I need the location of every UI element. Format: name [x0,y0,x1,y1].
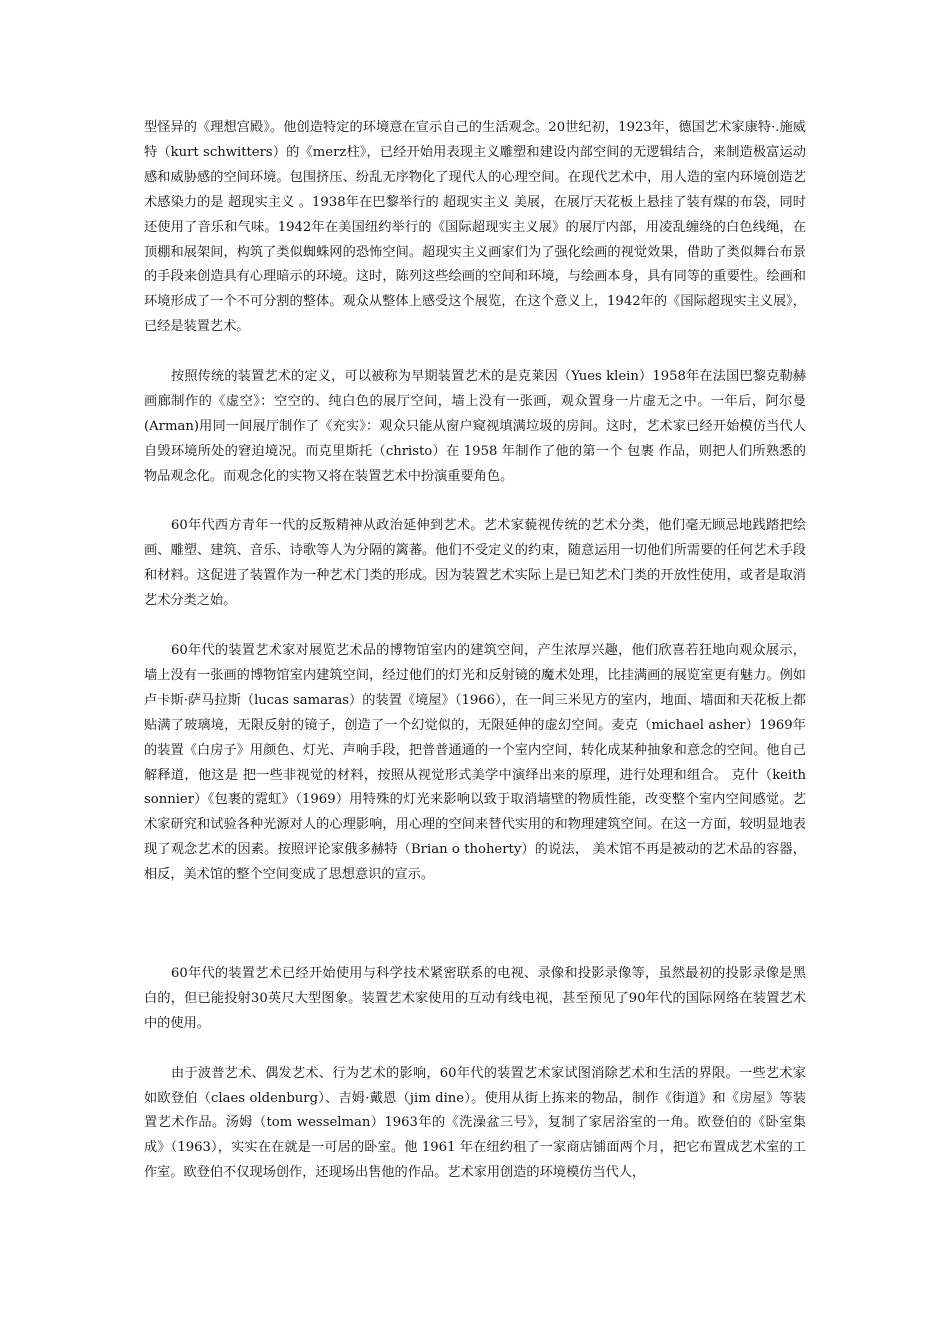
paragraph-gap [144,490,806,515]
paragraph-gap [144,340,806,365]
paragraph-3: 60年代西方青年一代的反叛精神从政治延伸到艺术。艺术家藐视传统的艺术分类，他们毫无顾忌地践踏把绘画、雕塑、建筑、音乐、诗歌等人为分隔的篱蕃。他们不受定义的约束，随意运用一切他们所需要的任何艺术手段和材料。这促进了装置作为一种艺术门类的形成。因为装置艺术实际上是已知艺术门类的开放性使用，或者是取消艺术分类之始。 [144,518,806,609]
paragraph-4: 60年代的装置艺术家对展览艺术品的博物馆室内的建筑空间，产生浓厚兴趣，他们欣喜若狂地向观众展示，墙上没有一张画的博物馆室内建筑空间，经过他们的灯光和反射镜的魔术处理，比挂满画的展览室更有魅力。例如卢卡斯·萨马拉斯（lucas samaras）的装置《境屋》（1966），在一间三米见方的室内，地面、墙面和天花板上都贴满了玻璃境，无限反射的镜子，创造了一个幻觉似的，无限延伸的虚幻空间。麦克（michael asher）1969年的装置《白房子》用颜色、灯光、声响手段，把普普通通的一个室内空间，转化成某种抽象和意念的空间。他自己解释道，他这是 把一些非视觉的材料，按照从视觉形式美学中演绎出来的原理，进行处理和组合。 克什（keith sonnier）《包裹的霓虹》（1969）用特殊的灯光来影响以致于取消墙壁的物质性能，改变整个室内空间感觉。艺术家研究和试验各种光源对人的心理影响，用心理的空间来替代实用的和物理建筑空间。在这一方面，较明显地表现了观念艺术的因素。按照评论家俄多赫特（Brian o thoherty）的说法， 美术馆不再是被动的艺术品的容器，相反，美术馆的整个空间变成了思想意识的宣示。 [144,642,806,883]
paragraph-2: 按照传统的装置艺术的定义，可以被称为早期装置艺术的是克莱因（Yues klein）1958年在法国巴黎克勒赫画廊制作的《虚空》：空空的、纯白色的展厅空间，墙上没有一张画，观众置身一片虚无之中。一年后，阿尔曼(Arman)用同一间展厅制作了《充实》：观众只能从窗户窥视填满垃圾的房间。这时，艺术家已经开始模仿当代人自毁环境所处的窘迫境况。而克里斯托（christo）在 1958 年制作了他的第一个 包裹 作品，则把人们所熟悉的物品观念化。而观念化的实物又将在装置艺术中扮演重要角色。 [144,369,806,484]
paragraph-5: 60年代的装置艺术已经开始使用与科学技术紧密联系的电视、录像和投影录像等，虽然最初的投影录像是黑白的，但已能投射30英尺大型图象。装置艺术家使用的互动有线电视，甚至预见了90年代的国际网络在装置艺术中的使用。 [144,966,806,1031]
paragraph-gap [144,1037,806,1062]
paragraph-1: 型怪异的《理想宫殿》。他创造特定的环境意在宣示自己的生活观念。20世纪初，1923年，德国艺术家康特·.施威特（kurt schwitters）的《merz柱》，已经开始用表现主义雕塑和建设内部空间的无逻辑结合，来制造极富运动感和威胁感的空间环境。包围挤压、纷乱无序物化了现代人的心理空间。在现代艺术中，用人造的室内环境创造艺术感染力的是 超现实主义 。1938年在巴黎举行的 超现实主义 美展，在展厅天花板上悬挂了装有煤的布袋，同时还使用了音乐和气味。1942年在美国纽约举行的《国际超现实主义展》的展厅内部，用凌乱缠绕的白色线绳，在顶棚和展架间，构筑了类似蜘蛛网的恐怖空间。超现实主义画家们为了强化绘画的视觉效果，借助了类似舞台布景的手段来创造具有心理暗示的环境。这时，陈列这些绘画的空间和环境，与绘画本身，具有同等的重要性。绘画和环境形成了一个不可分割的整体。观众从整体上感受这个展览，在这个意义上，1942年的《国际超现实主义展》，已经是装置艺术。 [144,120,806,335]
paragraph-gap [144,888,806,962]
document-page [144,116,806,1186]
paragraph-gap [144,614,806,639]
paragraph-6: 由于波普艺术、偶发艺术、行为艺术的影响，60年代的装置艺术家试图消除艺术和生活的界限。一些艺术家如欧登伯（claes oldenburg）、吉姆·戴恩（jim dine）。使用从街上拣来的物品，制作《街道》和《房屋》等装置艺术作品。汤姆（tom wesselman）1963年的《洗澡盆三号》，复制了家居浴室的一角。欧登伯的《卧室集成》（1963），实实在在就是一可居的卧室。他 1961 年在纽约租了一家商店铺面两个月，把它布置成艺术室的工作室。欧登伯不仅现场创作，还现场出售他的作品。艺术家用创造的环境模仿当代人， [144,1065,806,1181]
